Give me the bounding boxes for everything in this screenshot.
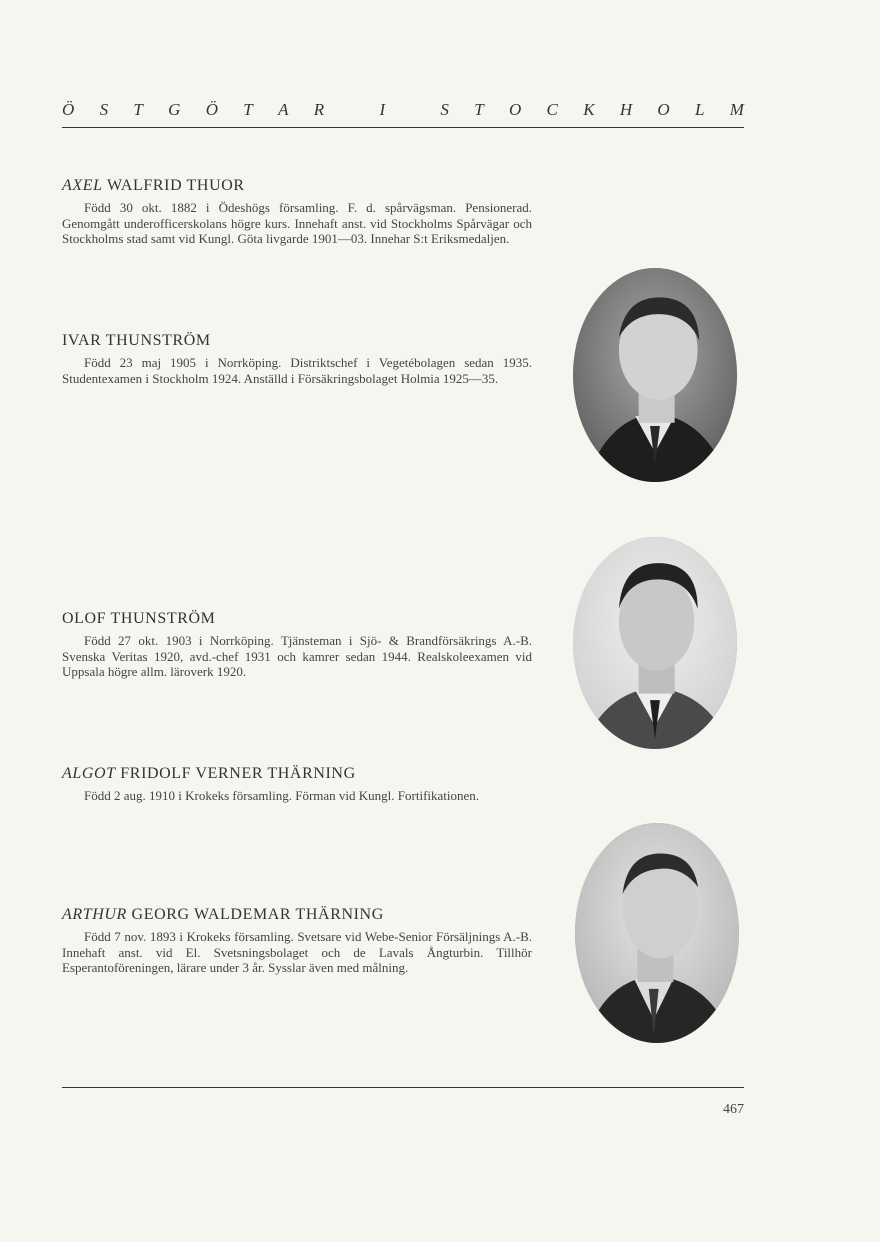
- header-letter: O: [657, 100, 670, 119]
- portrait-photo: [573, 268, 737, 482]
- header-letter: Ö: [62, 100, 75, 119]
- entry-given-name: AXEL: [62, 177, 103, 194]
- entry-bio: Född 23 maj 1905 i Norrköping. Distriktschef i Vegetébolagen sedan 1935. Studentexamen i Stockholm 1924. Anställd i Försäkringsbolaget Holmia 1925—35.: [62, 355, 532, 386]
- entry-surname: FRIDOLF VERNER THÄRNING: [120, 765, 356, 782]
- header-letter: O: [508, 100, 522, 119]
- portrait-figure: [575, 823, 739, 1043]
- entry-given-name: ARTHUR: [62, 906, 127, 923]
- header-letter: S: [99, 100, 109, 119]
- entry-surname: WALFRID THUOR: [106, 177, 245, 194]
- entry-name: [62, 332, 532, 350]
- entry-bio: Född 27 okt. 1903 i Norrköping. Tjänsteman i Sjö- & Brandförsäkrings A.-B. Svenska Veritas 1920, avd.-chef 1931 och kamrer sedan 1944. Realskoleexamen vid Uppsala högre allm. läroverk 1920.: [62, 633, 532, 680]
- footer-rule: [62, 1087, 744, 1088]
- header-letter: Ö: [205, 100, 218, 119]
- entry-given-name: ALGOT: [62, 765, 116, 782]
- header-letter: T: [474, 100, 484, 119]
- entry-bio: Född 2 aug. 1910 i Krokeks församling. Förman vid Kungl. Fortifikationen.: [84, 788, 480, 803]
- header-letter: T: [133, 100, 143, 119]
- entry-bio: Född 7 nov. 1893 i Krokeks församling. Svetsare vid Webe-Senior Försäljnings A.-B. Innehaft anst. vid El. Svetsningsbolaget och de Lavals Ångturbin. Tillhör Esperantoföreningen, lärare under 3 år. Sysslar även med målning.: [62, 929, 532, 976]
- entry-algot-tharning: [62, 765, 532, 804]
- header-letter: H: [619, 100, 633, 119]
- entry-surname: GEORG WALDEMAR THÄRNING: [131, 906, 384, 923]
- header-letter: T: [243, 100, 253, 119]
- header-letter: L: [694, 100, 705, 119]
- entry-surname: OLOF THUNSTRÖM: [62, 610, 216, 627]
- portrait-figure: [573, 537, 737, 749]
- entry-name: [62, 177, 532, 195]
- entry-name: [62, 610, 532, 628]
- header-letter: A: [278, 100, 289, 119]
- header-letter: R: [313, 100, 325, 119]
- header-letter: K: [583, 100, 595, 119]
- header-letter: G: [168, 100, 181, 119]
- entry-thuor: [62, 177, 532, 247]
- header-rule: [62, 127, 744, 128]
- running-header: [62, 100, 744, 120]
- entry-ivar-thunstrom: [62, 332, 532, 386]
- portrait-photo: [573, 537, 737, 749]
- portrait-figure: [573, 268, 737, 482]
- entry-arthur-tharning: [62, 906, 532, 976]
- entry-name: [62, 906, 532, 924]
- entry-bio: Född 30 okt. 1882 i Ödeshögs församling. F. d. spårvägsman. Pensionerad. Genomgått underofficerskolans högre kurs. Innehaft anst. vid Stockholms Spårvägar och Stockholms stad samt vid Kungl. Göta livgarde 1901—03. Innehar S:t Eriksmedaljen.: [62, 200, 532, 247]
- entry-olof-thunstrom: [62, 610, 532, 680]
- portrait-photo: [575, 823, 739, 1043]
- header-letter: I: [379, 100, 386, 119]
- entry-name: [62, 765, 532, 783]
- header-letter: M: [729, 100, 744, 119]
- header-letter: S: [440, 100, 449, 119]
- page-number: 467: [723, 1102, 744, 1117]
- header-letter: C: [546, 100, 558, 119]
- entry-surname: IVAR THUNSTRÖM: [62, 332, 211, 349]
